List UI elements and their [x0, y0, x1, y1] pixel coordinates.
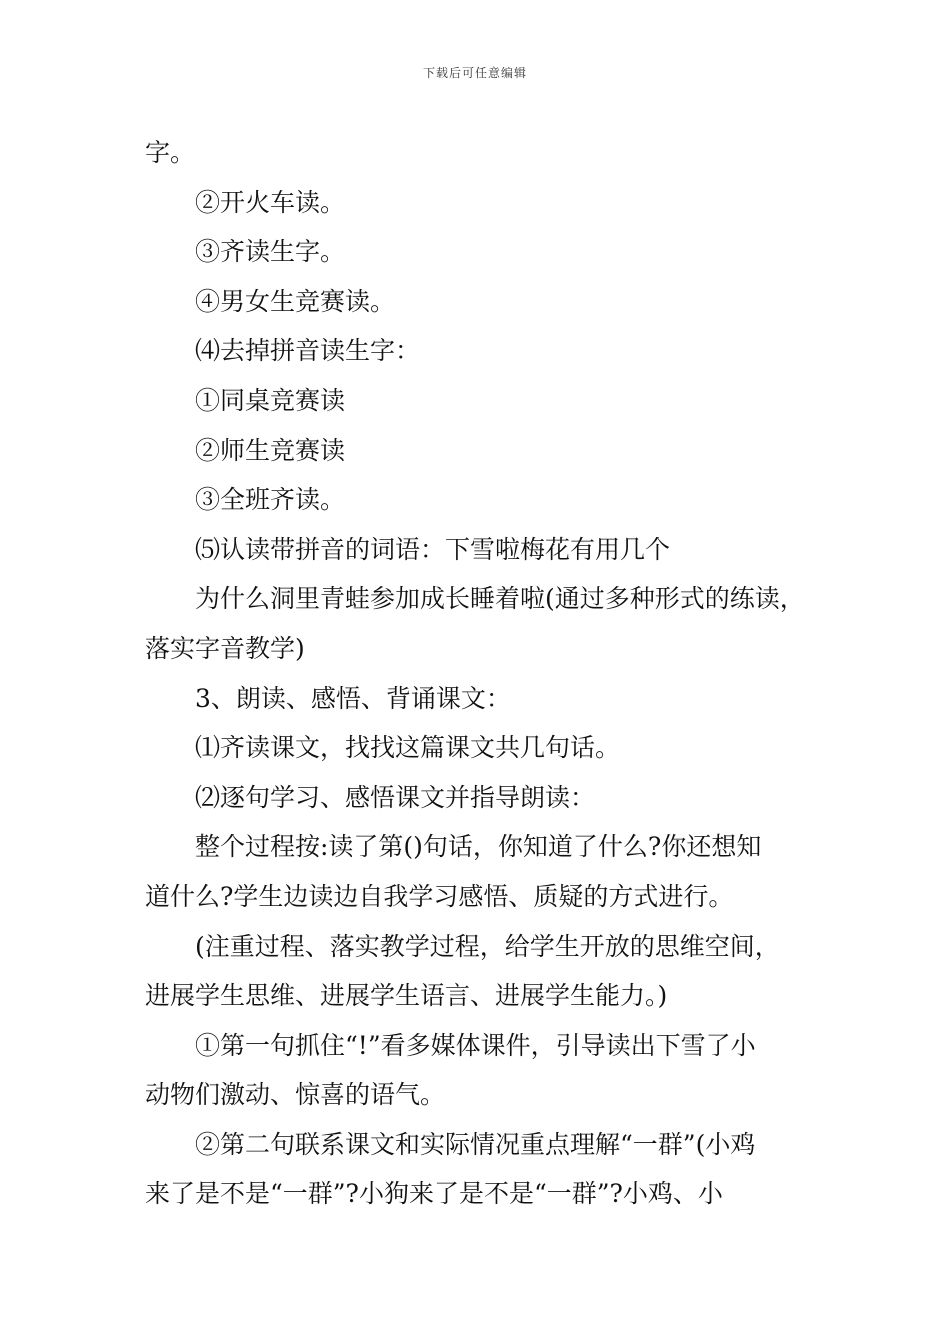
paragraph-line: ⑴齐读课文，找找这篇课文共几句话。	[195, 733, 621, 763]
paragraph-line: ①同桌竞赛读	[195, 385, 346, 415]
paragraph-line: ②第二句联系课文和实际情况重点理解“一群”(小鸡	[195, 1129, 756, 1159]
paragraph-line: ②开火车读。	[195, 187, 346, 217]
document-body	[145, 128, 810, 1219]
paragraph-line: ③全班齐读。	[195, 485, 346, 515]
paragraph-line: 落实字音教学)	[145, 633, 305, 663]
paragraph-line: ④男女生竞赛读。	[195, 286, 396, 316]
paragraph-line: 道什么?学生边读边自我学习感悟、质疑的方式进行。	[145, 881, 734, 911]
paragraph-line: ⑸认读带拼音的词语：下雪啦梅花有用几个	[195, 534, 671, 564]
paragraph-line: ③齐读生字。	[195, 237, 346, 267]
paragraph-line: ⑷去掉拼音读生字：	[195, 336, 421, 366]
paragraph-line: 3、朗读、感悟、背诵课文：	[195, 683, 511, 713]
paragraph-line: ①第一句抓住“!”看多媒体课件，引导读出下雪了小	[195, 1030, 756, 1060]
paragraph-line: 整个过程按:读了第()句话，你知道了什么?你还想知	[195, 832, 762, 862]
paragraph-line: (注重过程、落实教学过程，给学生开放的思维空间，	[195, 931, 780, 961]
page-header: 下载后可任意编辑	[422, 66, 527, 80]
paragraph-line: ⑵逐句学习、感悟课文并指导朗读：	[195, 782, 596, 812]
paragraph-line: 来了是不是“一群”?小狗来了是不是“一群”?小鸡、小	[145, 1179, 723, 1209]
paragraph-line: 字。	[145, 138, 196, 167]
paragraph-line: ②师生竞赛读	[195, 435, 346, 465]
paragraph-line: 动物们激动、惊喜的语气。	[145, 1080, 446, 1110]
paragraph-line: 为什么洞里青蛙参加成长睡着啦(通过多种形式的练读，	[195, 584, 805, 614]
paragraph-line: 进展学生思维、进展学生语言、进展学生能力。)	[145, 981, 668, 1011]
